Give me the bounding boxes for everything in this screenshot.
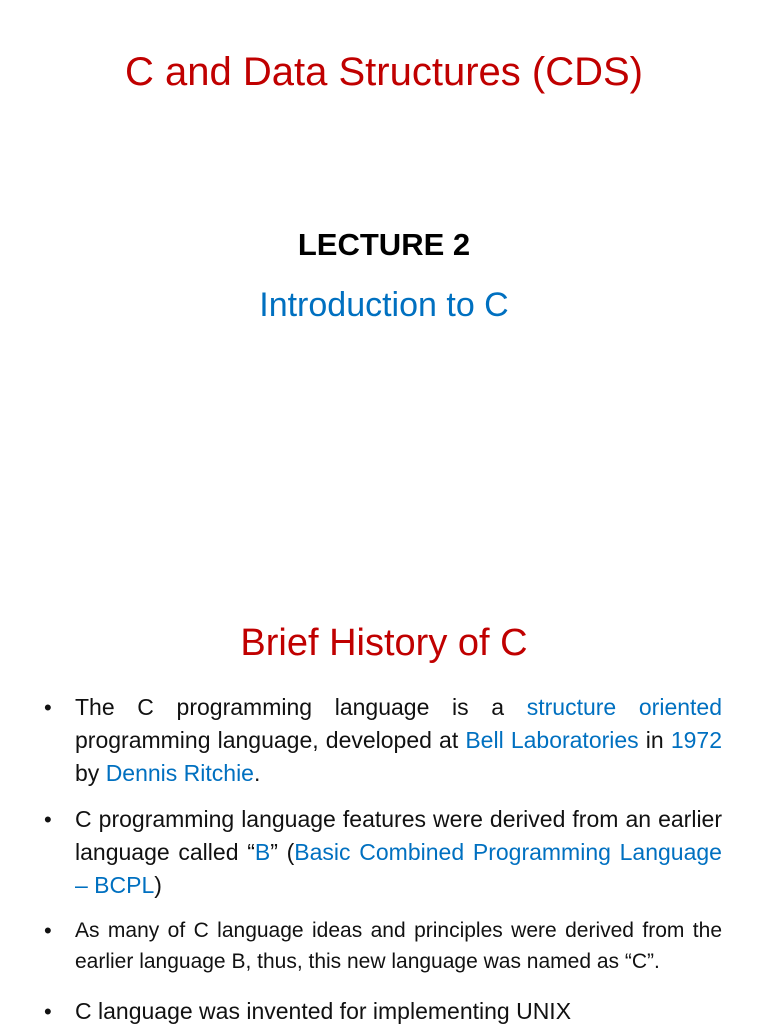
bullet-text: The C programming language is a (75, 694, 527, 720)
bullet-dot: • (44, 918, 52, 943)
bullet-text: in (638, 727, 671, 753)
lecture-topic: Introduction to C (259, 286, 509, 324)
term-dennis-ritchie: Dennis Ritchie (105, 760, 254, 786)
history-bullet-list (44, 691, 722, 1024)
bullet-text: C language was invented for implementing UNIX (75, 998, 572, 1024)
bullet-text: As many of C language ideas and principles were derived from the earlier language B, thus, this new language was named as “C”. (75, 919, 722, 973)
history-bullet-1 (44, 691, 722, 790)
bullet-text: ) (154, 872, 162, 898)
bullet-text: programming language, developed at (75, 727, 466, 753)
history-title: Brief History of C (240, 622, 528, 664)
term-b-language: B (254, 839, 271, 865)
course-title: C and Data Structures (CDS) (125, 50, 643, 94)
bullet-text: ” ( (270, 839, 295, 865)
bullet-dot: • (44, 999, 52, 1024)
bullet-dot: • (44, 695, 52, 720)
history-bullet-4 (44, 995, 722, 1024)
history-bullet-2 (44, 803, 722, 902)
history-bullet-3 (44, 915, 722, 977)
term-bcpl: Basic Combined Programming Language – BCPL (75, 839, 722, 898)
term-structure-oriented: structure oriented (526, 694, 722, 720)
bullet-text: . (253, 760, 261, 786)
term-bell-laboratories: Bell Laboratories (465, 727, 639, 753)
bullet-dot: • (44, 807, 52, 832)
lecture-label: LECTURE 2 (297, 227, 471, 262)
history-slide (0, 560, 768, 1024)
term-year-1972: 1972 (670, 727, 722, 753)
bullet-text: C programming language features were derived from an earlier language called “ (75, 806, 722, 865)
bullet-text: by (75, 760, 106, 786)
